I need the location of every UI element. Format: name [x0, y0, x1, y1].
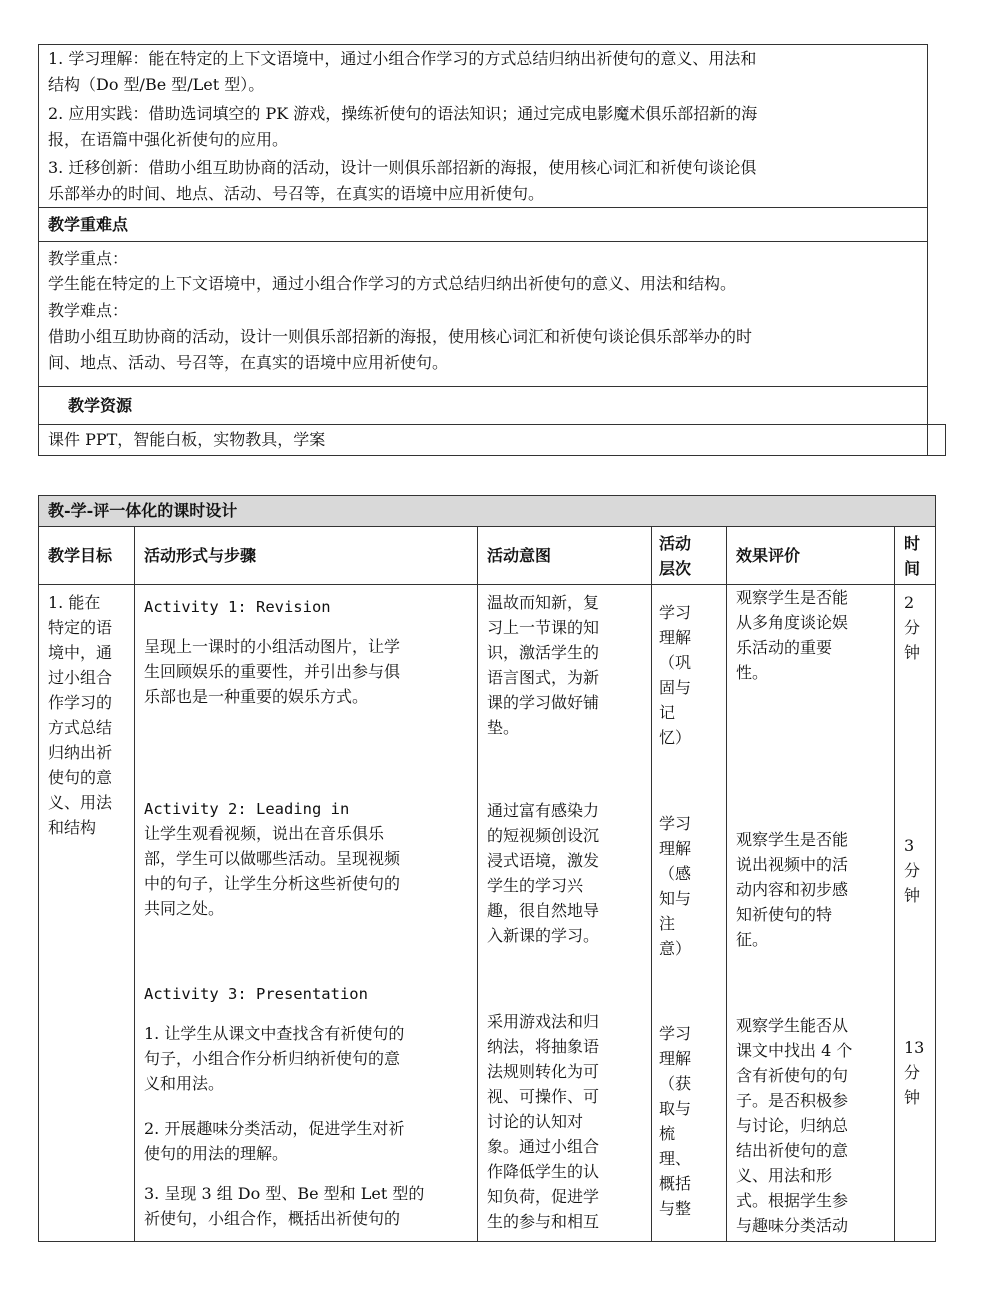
- activity-3-title: Activity 3: Presentation: [144, 985, 368, 1003]
- time-line: 分: [904, 861, 921, 880]
- activity-2-title: Activity 2: Leading in: [144, 800, 350, 818]
- time-line: 2: [904, 593, 915, 612]
- step-line: 句子，小组合作分析归纳祈使句的意: [144, 1049, 401, 1068]
- level-line: （感: [659, 864, 692, 883]
- eval-line: 观察学生是否能: [736, 830, 849, 849]
- rule: [38, 526, 936, 527]
- difficulty-line-2: 间、地点、活动、号召等，在真实的语境中应用祈使句。: [48, 353, 449, 372]
- time-line: 13: [904, 1038, 925, 1057]
- goal-line: 特定的语: [48, 618, 113, 637]
- header-goal: 教学目标: [48, 546, 113, 565]
- difficulty-label: 教学难点：: [48, 301, 129, 320]
- rule: [38, 241, 928, 242]
- objective-2-line-1: 2. 应用实践：借助选词填空的 PK 游戏，操练祈使句的语法知识；通过完成电影魔术俱乐部招新的海: [48, 104, 758, 123]
- intent-line: 语言图式，为新: [487, 668, 600, 687]
- intent-line: 法规则转化为可: [487, 1062, 600, 1081]
- step-line: 祈使句，小组合作，概括出祈使句的: [144, 1209, 401, 1228]
- activity-3-step-2: [144, 1116, 404, 1166]
- desc-line: 呈现上一课时的小组活动图片，让学: [144, 637, 401, 656]
- activity-1-eval: [736, 585, 848, 685]
- activity-3-time: [904, 1035, 924, 1110]
- activity-2-eval: [736, 827, 848, 952]
- rule: [38, 386, 928, 387]
- focus-label: 教学重点：: [48, 249, 129, 268]
- intent-line: 讨论的认知对: [487, 1112, 584, 1131]
- time-line: 钟: [904, 643, 921, 662]
- header-intent: 活动意图: [487, 546, 552, 565]
- header-level-2: 层次: [659, 559, 692, 578]
- step-line: 3. 呈现 3 组 Do 型、Be 型和 Let 型的: [144, 1184, 425, 1203]
- level-line: 学习: [659, 1024, 692, 1043]
- eval-line: 子。是否积极参: [736, 1091, 849, 1110]
- desc-line: 让学生观看视频，说出在音乐俱乐: [144, 824, 385, 843]
- level-line: 学习: [659, 603, 692, 622]
- activity-1-level: [659, 600, 691, 750]
- time-line: 钟: [904, 1088, 921, 1107]
- eval-line: 结出祈使句的意: [736, 1141, 849, 1160]
- eval-line: 与讨论，归纳总: [736, 1116, 849, 1135]
- eval-line: 乐活动的重要: [736, 638, 833, 657]
- key-points-heading: 教学重难点: [48, 215, 129, 234]
- intent-line: 视、可操作、可: [487, 1087, 600, 1106]
- goal-line: 作学习的: [48, 693, 113, 712]
- time-line: 分: [904, 618, 921, 637]
- activity-3-eval: [736, 1013, 852, 1238]
- activity-2-time: [904, 833, 920, 908]
- focus-text: 学生能在特定的上下文语境中，通过小组合作学习的方式总结归纳出祈使句的意义、用法和结构。: [48, 274, 737, 293]
- intent-line: 垫。: [487, 718, 520, 737]
- level-line: （获: [659, 1074, 692, 1093]
- header-time-1: 时: [904, 534, 921, 553]
- rule: [927, 455, 946, 456]
- rule: [927, 424, 946, 425]
- activity-3-step-1: [144, 1021, 404, 1096]
- level-line: 意）: [659, 939, 692, 958]
- goal-line: 过小组合: [48, 668, 113, 687]
- time-line: 钟: [904, 886, 921, 905]
- eval-line: 征。: [736, 930, 769, 949]
- time-line: 3: [904, 836, 915, 855]
- rule: [894, 526, 895, 1242]
- intent-line: 习上一节课的知: [487, 618, 600, 637]
- level-line: 理解: [659, 628, 692, 647]
- goal-line: 义、用法: [48, 793, 113, 812]
- goal-line: 方式总结: [48, 718, 113, 737]
- level-line: 理解: [659, 1049, 692, 1068]
- goal-line: 境中，通: [48, 643, 113, 662]
- goal-lines: [48, 590, 130, 840]
- objective-2-line-2: 报，在语篇中强化祈使句的应用。: [48, 130, 289, 149]
- objective-3-line-1: 3. 迁移创新：借助小组互助协商的活动，设计一则俱乐部招新的海报，使用核心词汇和祈使句谈论俱: [48, 158, 757, 177]
- eval-line: 课文中找出 4 个: [736, 1041, 853, 1060]
- eval-line: 义、用法和形: [736, 1166, 833, 1185]
- desc-line: 中的句子，让学生分析这些祈使句的: [144, 874, 401, 893]
- activity-1-intent: [487, 590, 599, 740]
- desc-line: 生回顾娱乐的重要性，并引出参与俱: [144, 662, 401, 681]
- intent-line: 的短视频创设沉: [487, 826, 600, 845]
- intent-line: 浸式语境，激发: [487, 851, 600, 870]
- level-line: 概括: [659, 1174, 692, 1193]
- level-line: 知与: [659, 889, 692, 908]
- intent-line: 课的学习做好铺: [487, 693, 600, 712]
- step-line: 2. 开展趣味分类活动，促进学生对祈: [144, 1119, 405, 1138]
- rule: [945, 424, 946, 456]
- eval-line: 说出视频中的活: [736, 855, 849, 874]
- level-line: 忆）: [659, 728, 692, 747]
- step-line: 1. 让学生从课文中查找含有祈使句的: [144, 1024, 405, 1043]
- desc-line: 乐部也是一种重要的娱乐方式。: [144, 687, 369, 706]
- activity-2-desc: [144, 821, 400, 921]
- level-line: 记: [659, 703, 676, 722]
- header-eval: 效果评价: [736, 546, 801, 565]
- rule: [477, 526, 478, 1242]
- header-steps: 活动形式与步骤: [144, 546, 257, 565]
- step-line: 义和用法。: [144, 1074, 225, 1093]
- eval-line: 知祈使句的特: [736, 905, 833, 924]
- goal-line: 和结构: [48, 818, 97, 837]
- intent-line: 趣，很自然地导: [487, 901, 600, 920]
- activity-1-title: Activity 1: Revision: [144, 598, 331, 616]
- activity-1-desc: [144, 634, 400, 709]
- intent-line: 学生的学习兴: [487, 876, 584, 895]
- activity-3-level: [659, 1021, 691, 1221]
- level-line: 注: [659, 914, 676, 933]
- rule: [38, 424, 928, 425]
- intent-line: 识，激活学生的: [487, 643, 600, 662]
- desc-line: 部，学生可以做哪些活动。呈现视频: [144, 849, 401, 868]
- level-line: 理解: [659, 839, 692, 858]
- rule: [38, 207, 928, 208]
- intent-line: 入新课的学习。: [487, 926, 600, 945]
- time-line: 分: [904, 1063, 921, 1082]
- activity-1-time: [904, 590, 920, 665]
- intent-line: 温故而知新，复: [487, 593, 600, 612]
- intent-line: 知负荷，促进学: [487, 1187, 600, 1206]
- intent-line: 采用游戏法和归: [487, 1012, 600, 1031]
- intent-line: 生的参与和相互: [487, 1212, 600, 1231]
- eval-line: 含有祈使句的句: [736, 1066, 849, 1085]
- goal-line: 归纳出祈: [48, 743, 113, 762]
- resources-text: 课件 PPT，智能白板，实物教具，学案: [48, 430, 326, 449]
- table-title: 教-学-评一体化的课时设计: [48, 501, 238, 520]
- level-line: 梳: [659, 1124, 676, 1143]
- intent-line: 通过富有感染力: [487, 801, 600, 820]
- activity-2-intent: [487, 798, 599, 948]
- eval-line: 与趣味分类活动: [736, 1216, 849, 1235]
- intent-line: 象。通过小组合: [487, 1137, 600, 1156]
- level-line: 与整: [659, 1199, 692, 1218]
- activity-3-intent: [487, 1009, 599, 1234]
- difficulty-line-1: 借助小组互助协商的活动，设计一则俱乐部招新的海报，使用核心词汇和祈使句谈论俱乐部举办的时: [48, 327, 753, 346]
- level-line: 理、: [659, 1149, 692, 1168]
- goal-line: 1. 能在: [48, 593, 101, 612]
- rule: [134, 526, 135, 1242]
- eval-line: 式。根据学生参: [736, 1191, 849, 1210]
- level-line: 学习: [659, 814, 692, 833]
- eval-line: 观察学生能否从: [736, 1016, 849, 1035]
- header-time-2: 间: [904, 559, 921, 578]
- intent-line: 作降低学生的认: [487, 1162, 600, 1181]
- eval-line: 动内容和初步感: [736, 880, 849, 899]
- desc-line: 共同之处。: [144, 899, 225, 918]
- objective-1-line-2: 结构（Do 型/Be 型/Let 型）。: [48, 75, 265, 94]
- goal-line: 使句的意: [48, 768, 113, 787]
- activity-3-step-3: [144, 1181, 424, 1231]
- eval-line: 从多角度谈论娱: [736, 613, 849, 632]
- eval-line: 性。: [736, 663, 769, 682]
- level-line: 取与: [659, 1099, 692, 1118]
- objective-3-line-2: 乐部举办的时间、地点、活动、号召等，在真实的语境中应用祈使句。: [48, 184, 545, 203]
- activity-2-level: [659, 811, 691, 961]
- level-line: 固与: [659, 678, 692, 697]
- intent-line: 纳法，将抽象语: [487, 1037, 600, 1056]
- rule: [651, 526, 652, 1242]
- header-level-1: 活动: [659, 534, 692, 553]
- objective-1-line-1: 1. 学习理解：能在特定的上下文语境中，通过小组合作学习的方式总结归纳出祈使句的意义、用法和: [48, 49, 757, 68]
- resources-heading: 教学资源: [68, 396, 133, 415]
- rule: [726, 526, 727, 1242]
- step-line: 使句的用法的理解。: [144, 1144, 289, 1163]
- level-line: （巩: [659, 653, 692, 672]
- eval-line: 观察学生是否能: [736, 588, 849, 607]
